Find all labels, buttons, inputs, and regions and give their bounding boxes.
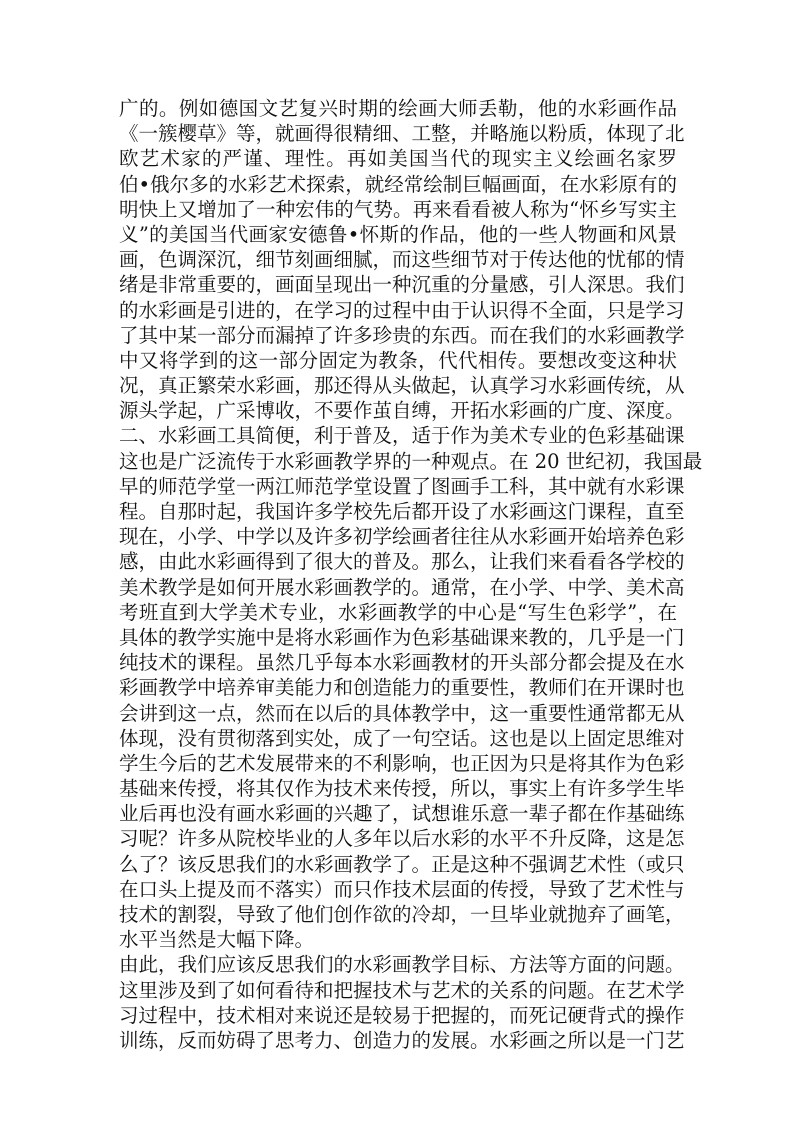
- text-line: 由此，我们应该反思我们的水彩画教学目标、方法等方面的问题。: [119, 953, 685, 977]
- text-line: 业后再也没有画水彩画的兴趣了，试想谁乐意一辈子都在作基础练: [119, 802, 685, 826]
- text-line: 现在，小学、中学以及许多初学绘画者往往从水彩画开始培养色彩: [119, 525, 685, 549]
- text-line: 伯•俄尔多的水彩艺术探索，就经常绘制巨幅画面，在水彩原有的: [119, 172, 677, 196]
- text-line: 这里涉及到了如何看待和把握技术与艺术的关系的问题。在艺术学: [119, 978, 685, 1002]
- body-text: [119, 96, 703, 1053]
- text-line: 广的。例如德国文艺复兴时期的绘画大师丢勒，他的水彩画作品: [119, 97, 677, 120]
- text-line: 画，色调深沉，细节刻画细腻，而这些细节对于传达他的忧郁的情: [119, 248, 685, 272]
- text-line: 基础来传授，将其仅作为技术来传授，所以，事实上有许多学生毕: [119, 777, 685, 801]
- text-line: 技术的割裂，导致了他们创作欲的冷却，一旦毕业就抛弃了画笔，: [119, 903, 685, 926]
- text-line: 绪是非常重要的，画面呈现出一种沉重的分量感，引人深思。我们: [119, 273, 685, 297]
- text-line: 习呢？许多从院校毕业的人多年以后水彩的水平不升反降，这是怎: [119, 827, 685, 851]
- text-line: 美术教学是如何开展水彩画教学的。通常，在小学、中学、美术高: [119, 575, 685, 599]
- text-line: 习过程中，技术相对来说还是较易于把握的，而死记硬背式的操作: [119, 1003, 685, 1027]
- text-line: 在口头上提及而不落实）而只作技术层面的传授，导致了艺术性与: [119, 877, 685, 901]
- text-line: 训练，反而妨碍了思考力、创造力的发展。水彩画之所以是一门艺: [119, 1028, 685, 1052]
- text-line: 义”的美国当代画家安德鲁•怀斯的作品，他的一些人物画和风景: [119, 222, 677, 246]
- text-line: 么了？该反思我们的水彩画教学了。正是这种不强调艺术性（或只: [119, 852, 685, 876]
- text-line: 体现，没有贯彻落到实处，成了一句空话。这也是以上固定思维对: [119, 726, 685, 750]
- text-line: 源头学起，广采博收，不要作茧自缚，开拓水彩画的广度、深度。: [119, 399, 685, 423]
- text-line: 会讲到这一点，然而在以后的具体教学中，这一重要性通常都无从: [119, 701, 685, 725]
- text-line: 感，由此水彩画得到了很大的普及。那么，让我们来看看各学校的: [119, 550, 685, 574]
- text-line: 况，真正繁荣水彩画，那还得从头做起，认真学习水彩画传统，从: [119, 374, 685, 398]
- text-line: 具体的教学实施中是将水彩画作为色彩基础课来教的，几乎是一门: [119, 625, 685, 649]
- text-line: 中又将学到的这一部分固定为教条，代代相传。要想改变这种状: [119, 348, 677, 372]
- text-line: 早的师范学堂一两江师范学堂设置了图画手工科，其中就有水彩课: [119, 474, 685, 498]
- text-line: 欧艺术家的严谨、理性。再如美国当代的现实主义绘画名家罗: [119, 147, 677, 171]
- text-line: 了其中某一部分而漏掉了许多珍贵的东西。而在我们的水彩画教学: [119, 323, 685, 347]
- text-line: 水平当然是大幅下降。: [119, 928, 315, 952]
- text-line: 彩画教学中培养审美能力和创造能力的重要性，教师们在开课时也: [119, 676, 685, 700]
- text-line: 《一簇樱草》等，就画得很精细、工整，并略施以粉质，体现了北: [119, 122, 685, 146]
- text-line: 程。自那时起，我国许多学校先后都开设了水彩画这门课程，直至: [119, 500, 685, 523]
- text-line: 的水彩画是引进的，在学习的过程中由于认识得不全面，只是学习: [119, 298, 685, 322]
- text-line: 学生今后的艺术发展带来的不利影响，也正因为只是将其作为色彩: [119, 751, 685, 775]
- section-heading: 二、水彩画工具简便，利于普及，适于作为美术专业的色彩基础课: [119, 424, 685, 448]
- text-line: 这也是广泛流传于水彩画教学界的一种观点。在 20 世纪初，我国最: [119, 449, 703, 473]
- text-line: 考班直到大学美术专业，水彩画教学的中心是“写生色彩学”，在: [119, 600, 677, 624]
- text-line: 纯技术的课程。虽然几乎每本水彩画教材的开头部分都会提及在水: [119, 651, 685, 675]
- text-line: 明快上又增加了一种宏伟的气势。再来看看被人称为“怀乡写实主: [119, 197, 677, 221]
